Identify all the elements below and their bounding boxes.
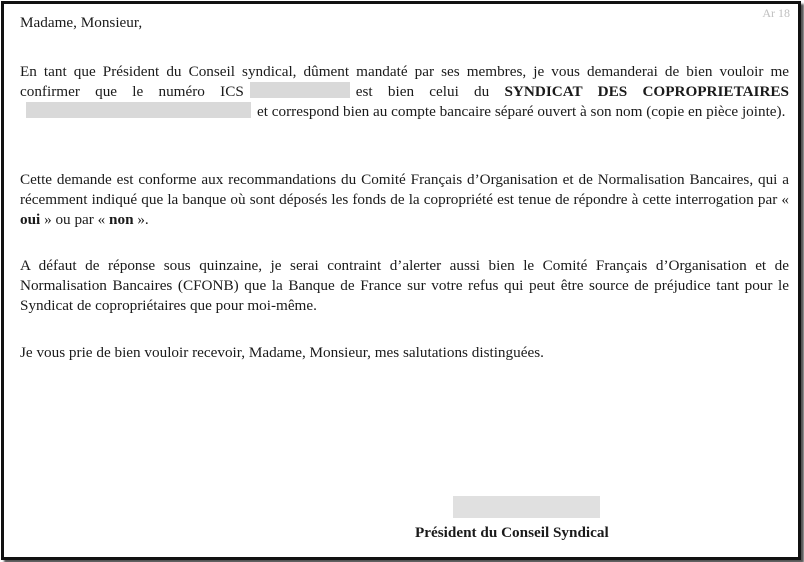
p2-text-start: Cette demande est conforme aux recommandations du Comité Français d’Organisation et de Normalisation Bancaires, qui a récemment indiqué que la banque où sont déposés les fonds de la copropriété est tenue de répondre à cette interrogation par « [20, 171, 789, 208]
syndicat-name: SYNDICAT DES COPROPRIETAIRES [504, 83, 789, 100]
letter-document [1, 1, 801, 560]
p1-text-end: et correspond bien au compte bancaire séparé ouvert à son nom (copie en pièce jointe). [257, 103, 786, 120]
p2-text-end: ». [133, 211, 149, 228]
redacted-signatory-name [453, 496, 600, 518]
p1-text-middle: est bien celui du [355, 83, 490, 100]
paragraph-closing: Je vous prie de bien vouloir recevoir, Madame, Monsieur, mes salutations distinguées. [20, 344, 544, 361]
p2-text-middle: » ou par « [40, 211, 110, 228]
non-word: non [109, 211, 134, 228]
paragraph-warning: A défaut de réponse sous quinzaine, je serai contraint d’alerter aussi bien le Comité Français d’Organisation et de Normalisation Bancaires (CFONB) que la Banque de France sur votre refus qui peut être source de préjudice tant pour le Syndicat de copropriétaires que pour moi-même. [20, 257, 789, 314]
salutation: Madame, Monsieur, [20, 14, 143, 31]
signature-title: Président du Conseil Syndical [415, 524, 609, 541]
p1-text-start: En tant que Président du Conseil syndical, dûment mandaté par ses membres, je vous demanderai de bien vouloir me confirmer que le numéro ICS [20, 63, 789, 100]
oui-word: oui [20, 211, 41, 228]
redacted-ics-number [250, 82, 350, 98]
redacted-syndicat-name [26, 102, 251, 118]
corner-mark: Ar 18 [762, 6, 790, 20]
paragraph-ics-request [20, 62, 789, 122]
paragraph-cfonb [20, 170, 789, 230]
